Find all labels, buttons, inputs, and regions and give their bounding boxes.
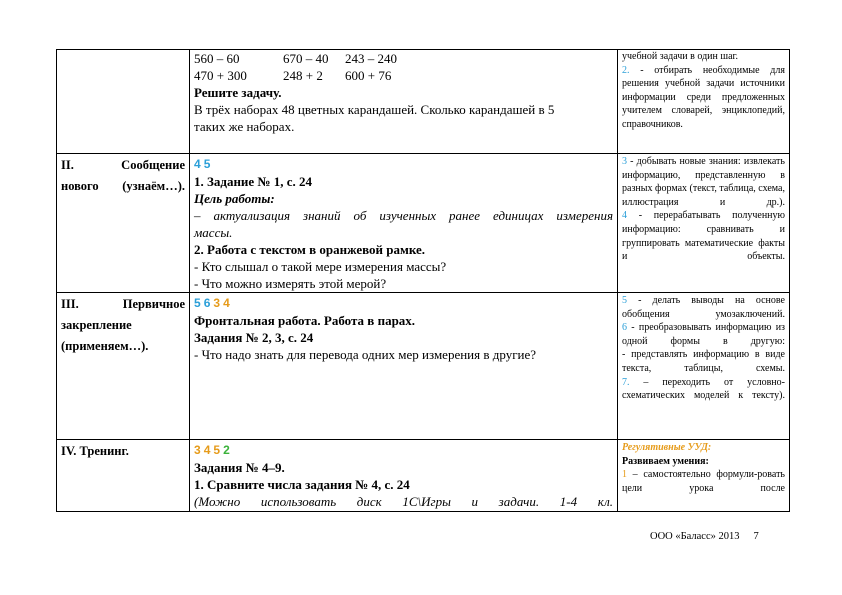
goal-label: Цель работы: [194, 191, 275, 206]
table-row [57, 154, 790, 293]
ability-number: 4 [203, 443, 211, 457]
skill-number: 5 [622, 295, 627, 306]
table-row [57, 293, 790, 440]
stage-cell [57, 293, 190, 440]
ability-number: 2 [223, 443, 230, 457]
skill-text: – самостоятельно формули-ровать цели урока после [622, 469, 785, 494]
ability-number: 3 [213, 296, 221, 310]
skill-number: 7. [622, 376, 630, 388]
arithmetic-line-1 [194, 50, 613, 67]
stage-cell [57, 440, 190, 512]
skills-item [622, 64, 785, 132]
skills-item [622, 468, 785, 495]
work-format: Фронтальная работа. Работа в парах. [194, 313, 416, 328]
question: - Что надо знать для перевода одних мер измерения в другие? [194, 347, 537, 362]
expression: 243 – 240 [345, 51, 397, 66]
content-cell [190, 440, 618, 512]
hint-text: (Можно использовать диск 1С\Игры и задачи. 1-4 кл. [194, 494, 613, 509]
ability-number: 5 [213, 443, 221, 457]
lesson-plan-table [56, 49, 790, 512]
stage-title-line: IV. Тренинг. [61, 444, 129, 458]
ability-number: 4 [194, 157, 201, 171]
skill-text: - перерабатывать полученную информацию: сравнивать и группировать математические факты и объекты. [622, 210, 785, 263]
skills-item [622, 294, 785, 321]
table-row [57, 440, 790, 512]
stage-title-line: II. Сообщение [61, 158, 185, 172]
skills-item [622, 155, 785, 209]
ability-number: 3 [194, 443, 201, 457]
expression: 248 + 2 [283, 68, 323, 83]
ability-number: 5 [194, 296, 201, 310]
table-row [57, 50, 790, 154]
skill-text: - отбирать необходимые для решения учебной задачи источники информации среди предложенных учителем словарей, энциклопедий, справочников. [622, 64, 785, 130]
expression: 560 – 60 [194, 51, 240, 66]
expression: 600 + 76 [345, 68, 392, 83]
skill-number: 4 [622, 210, 627, 222]
goal-text-end: массы. [194, 225, 233, 240]
content-cell [190, 293, 618, 440]
skills-cell [618, 154, 790, 293]
skill-number: 2. [622, 64, 630, 76]
ability-numbers [194, 441, 613, 459]
content-cell [190, 50, 618, 154]
ability-numbers [194, 155, 613, 173]
skills-item [622, 376, 785, 403]
assignment-title: Задания № 2, 3, с. 24 [194, 330, 314, 345]
skills-subitem: - представлять информацию в виде текста, таблицы, схемы. [622, 349, 785, 374]
page-footer [650, 531, 759, 542]
skill-number: 6 [622, 322, 627, 334]
stage-title-line: (применяем…). [61, 339, 149, 353]
stage-cell [57, 154, 190, 293]
skill-text: - делать выводы на основе обобщения умозаключений. [622, 295, 785, 320]
ability-number: 6 [203, 296, 211, 310]
assignment-title: 2. Работа с текстом в оранжевой рамке. [194, 242, 426, 257]
skills-heading: Регулятивные УУД: [622, 442, 712, 453]
stage-title-line: нового (узнаём…). [61, 179, 185, 193]
skills-cell [618, 50, 790, 154]
skills-cell [618, 440, 790, 512]
page-number: 7 [753, 531, 759, 542]
skills-cell [618, 293, 790, 440]
assignment-title: 1. Сравните числа задания № 4, с. 24 [194, 477, 410, 492]
task-title: Решите задачу. [194, 85, 282, 100]
skill-text: - добывать новые знания: извлекать информацию, представленную в разных формах (текст, таблица, схема, иллюстрация и др.). [622, 156, 785, 208]
content-cell [190, 154, 618, 293]
stage-title-line: закрепление [61, 318, 132, 332]
goal-text: – актуализация знаний об изученных ранее единицах измерения [194, 208, 613, 223]
skill-number: 3 [622, 156, 627, 167]
publisher-label: ООО «Баласс» 2013 [650, 531, 740, 542]
stage-title-line: III. Первичное [61, 297, 185, 311]
skill-text: – переходить от условно-схематических моделей к тексту). [622, 376, 785, 402]
ability-numbers [194, 294, 613, 312]
skills-text: учебной задачи в один шаг. [622, 51, 738, 62]
task-text-line-1: В трёх наборах 48 цветных карандашей. Сколько карандашей в 5 [194, 102, 555, 117]
arithmetic-line-2 [194, 67, 613, 84]
skill-text: - преобразовывать информацию из одной формы в другую: [622, 322, 785, 347]
skill-number: 1 [622, 469, 627, 481]
question: - Что можно измерять этой мерой? [194, 276, 387, 291]
task-text-line-2: таких же наборах. [194, 119, 295, 134]
skills-item [622, 321, 785, 348]
stage-cell-empty [57, 50, 190, 154]
ability-number: 4 [223, 296, 230, 310]
skills-item [622, 209, 785, 263]
question: - Кто слышал о такой мере измерения массы? [194, 259, 447, 274]
ability-number: 5 [203, 157, 211, 171]
expression: 670 – 40 [283, 51, 329, 66]
expression: 470 + 300 [194, 68, 247, 83]
assignment-title: Задания № 4–9. [194, 460, 285, 475]
assignment-title: 1. Задание № 1, с. 24 [194, 174, 313, 189]
skills-subheading: Развиваем умения: [622, 455, 709, 467]
